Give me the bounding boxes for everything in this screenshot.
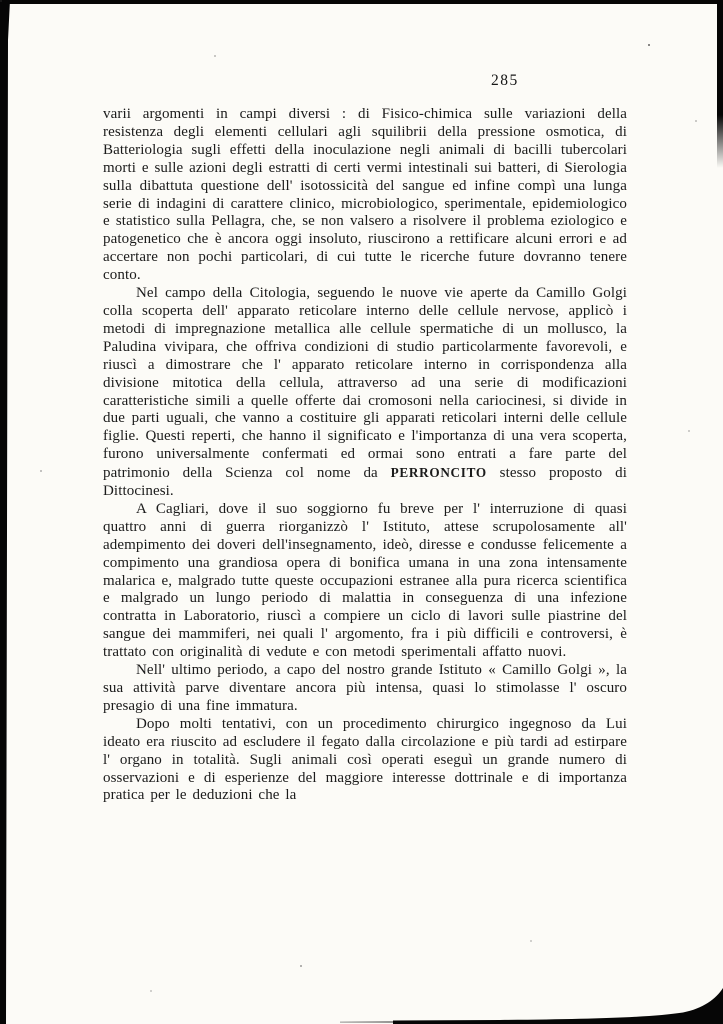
scan-edge-right	[717, 0, 723, 170]
paragraph-citology-text-before: Nel campo della Citologia, seguendo le nuove vie aperte da Camillo Golgi colla scoperta dell' apparato reticolare interno delle cellule nervose, applicò i metodi di impregnazione metallica alle cellule spermatiche di un mollusco, la Paludina vivipara, che offriva condizioni di studio particolarmente favorevoli, e riuscì a dimostrare che l' apparato reticolare interno in corrispondenza alla divisione mitotica della cellula, attraverso ad una serie di modificazioni caratteristiche simili a quelle offerte dai cromosoni nella cariocinesi, si divide in due parti uguali, che vanno a costituire gli apparati reticolari interni delle cellule figlie. Questi reperti, che hanno il significato e l'importanza di una vera scoperta, furono universalmente confermati ed ormai sono entrati a fare parte del patrimonio della Scienza col nome da	[103, 285, 627, 482]
page-number: 285	[491, 72, 519, 89]
paragraph-last-period: Nell' ultimo periodo, a capo del nostro grande Istituto « Camillo Golgi », la sua attività parve diventare ancora più intensa, quasi lo stimolasse l' oscuro presagio di una fine immatura.	[103, 662, 627, 714]
scan-edge-top	[0, 0, 723, 4]
paragraph-liver-experiments: Dopo molti tentativi, con un procedimento chirurgico ingegnoso da Lui ideato era riuscito ad escludere il fegato dalla circolazione e più tardi ad estirpare l' organo in totalità. Sugli animali così operati eseguì un grande numero di osservazioni e di esperienze del maggiore interesse dottrinale e di importanza pratica per le deduzioni che la	[103, 715, 627, 804]
scan-speckles	[0, 0, 2, 2]
scan-edge-left	[0, 0, 14, 1024]
paragraph-fields-of-research: varii argomenti in campi diversi : di Fisico-chimica sulle variazioni della resistenza degli elementi cellulari agli squilibrii della pressione osmotica, di Batteriologia sugli effetti della inoculazione negli animali di bacilli tubercolari morti e sulle azioni degli estratti di certi vermi intestinali sui batteri, di Sierologia sulla dibattuta questione dell' isotossicità del sangue ed infine compì una lunga serie di indagini di carattere clinico, microbiologico, sperimentale, epidemiologico e statistico sulla Pellagra, che, se non valsero a risolvere il problema eziologico e patogenetico che è ancora oggi insoluto, riuscirono a rettificare alcuni errori e ad accertare non pochi particolari, di cui tutte le ricerche future dovranno tenere conto.	[103, 106, 627, 284]
paragraph-citology-text-after: stesso proposto di Dittocinesi.	[103, 465, 628, 500]
paragraph-cagliari: A Cagliari, dove il suo soggiorno fu breve per l' interruzione di quasi quattro anni di guerra riorganizzò l' Istituto, attese scrupolosamente all' adempimento dei doveri dell'insegnamento, ideò, diresse e condusse felicemente a compimento una grandiosa opera di bonifica umana in una zona intensamente malarica e, malgrado tutte queste occupazioni estranee alla pura ricerca scientifica e malgrado un lungo periodo di malattia in conseguenza di una infezione contratta in Laboratorio, riuscì a compiere un ciclo di lavori sulle piastrine del sangue dei mammiferi, nei quali l' argomento, fra i più difficili e controversi, è trattato con originalità di vedute e con metodi sperimentali affatto nuovi.	[103, 500, 627, 661]
scan-edge-bottom	[0, 982, 723, 1024]
paragraph-citology-discovery	[103, 285, 627, 501]
text-block	[103, 106, 627, 805]
perroncito-name: PERRONCITO	[390, 465, 487, 481]
